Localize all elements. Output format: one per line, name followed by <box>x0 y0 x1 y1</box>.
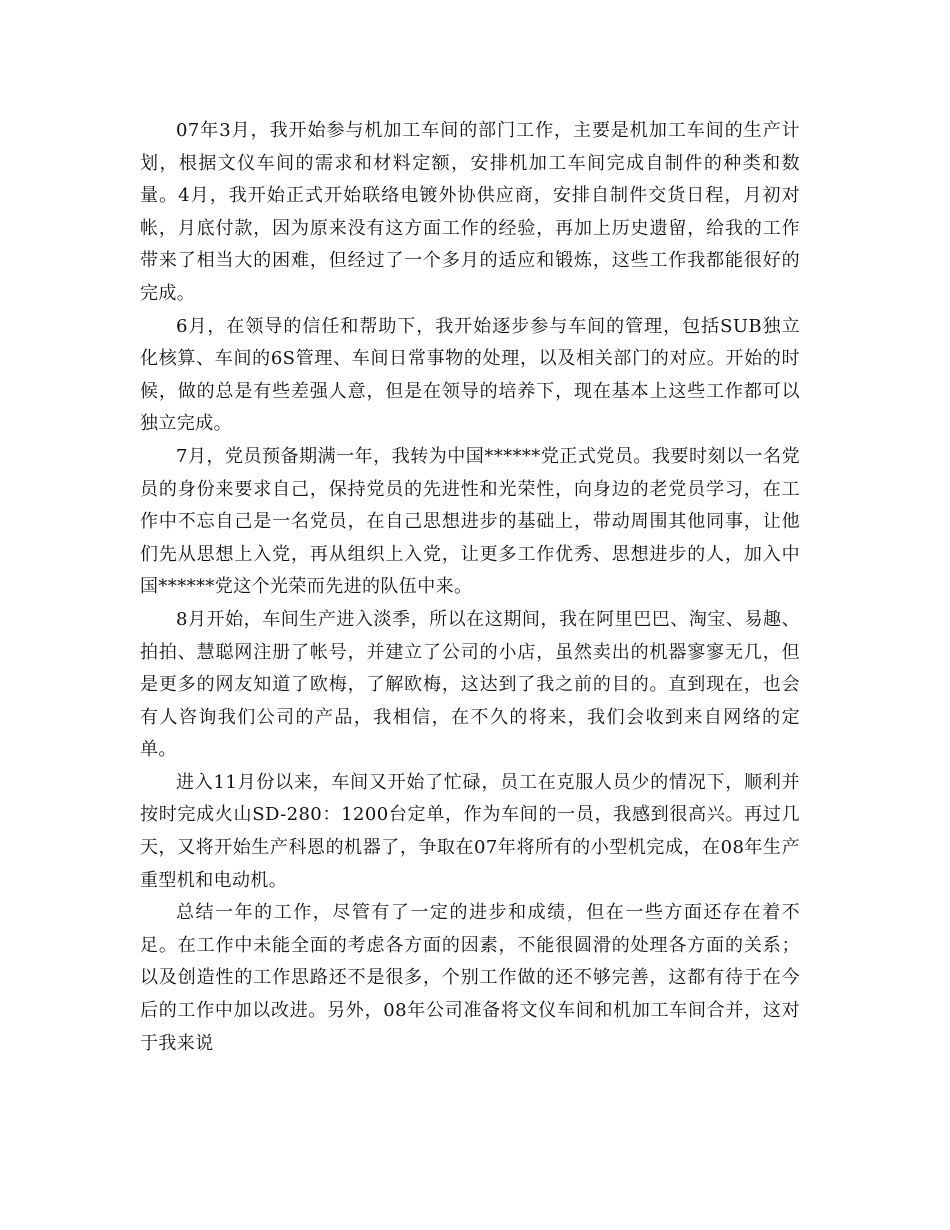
paragraph-march-april: 07年3月，我开始参与机加工车间的部门工作，主要是机加工车间的生产计划，根据文仪车间的需求和材料定额，安排机加工车间完成自制件的种类和数量。4月，我开始正式开始联络电镀外协供应商，安排自制件交货日程，月初对帐，月底付款，因为原来没有这方面工作的经验，再加上历史遗留，给我的工作带来了相当大的困难，但经过了一个多月的适应和锻炼，这些工作我都能很好的完成。 <box>140 120 800 304</box>
document-body <box>140 115 800 1060</box>
paragraph-november: 进入11月份以来，车间又开始了忙碌，员工在克服人员少的情况下，顺利并按时完成火山SD-280：1200台定单，作为车间的一员，我感到很高兴。再过几天，又将开始生产科恩的机器了，争取在07年将所有的小型机完成，在08年生产重型机和电动机。 <box>140 771 800 891</box>
paragraph-july: 7月，党员预备期满一年，我转为中国******党正式党员。我要时刻以一名党员的身份来要求自己，保持党员的先进性和光荣性，向身边的老党员学习，在工作中不忘自己是一名党员，在自己思想进步的基础上，带动周围其他同事，让他们先从思想上入党，再从组织上入党，让更多工作优秀、思想进步的人，加入中国******党这个光荣而先进的队伍中来。 <box>140 445 800 598</box>
paragraph-june: 6月，在领导的信任和帮助下，我开始逐步参与车间的管理，包括SUB独立化核算、车间的6S管理、车间日常事物的处理，以及相关部门的对应。开始的时候，做的总是有些差强人意，但是在领导的培养下，现在基本上这些工作都可以独立完成。 <box>140 315 800 435</box>
paragraph-august: 8月开始，车间生产进入淡季，所以在这期间，我在阿里巴巴、淘宝、易趣、拍拍、慧聪网注册了帐号，并建立了公司的小店，虽然卖出的机器寥寥无几，但是更多的网友知道了欧梅，了解欧梅，这达到了我之前的目的。直到现在，也会有人咨询我们公司的产品，我相信，在不久的将来，我们会收到来自网络的定单。 <box>140 608 800 761</box>
paragraph-summary: 总结一年的工作，尽管有了一定的进步和成绩，但在一些方面还存在着不足。在工作中未能全面的考虑各方面的因素，不能很圆滑的处理各方面的关系；以及创造性的工作思路还不是很多，个别工作做的还不够完善，这都有待于在今后的工作中加以改进。另外，08年公司准备将文仪车间和机加工车间合并，这对于我来说 <box>140 902 800 1054</box>
